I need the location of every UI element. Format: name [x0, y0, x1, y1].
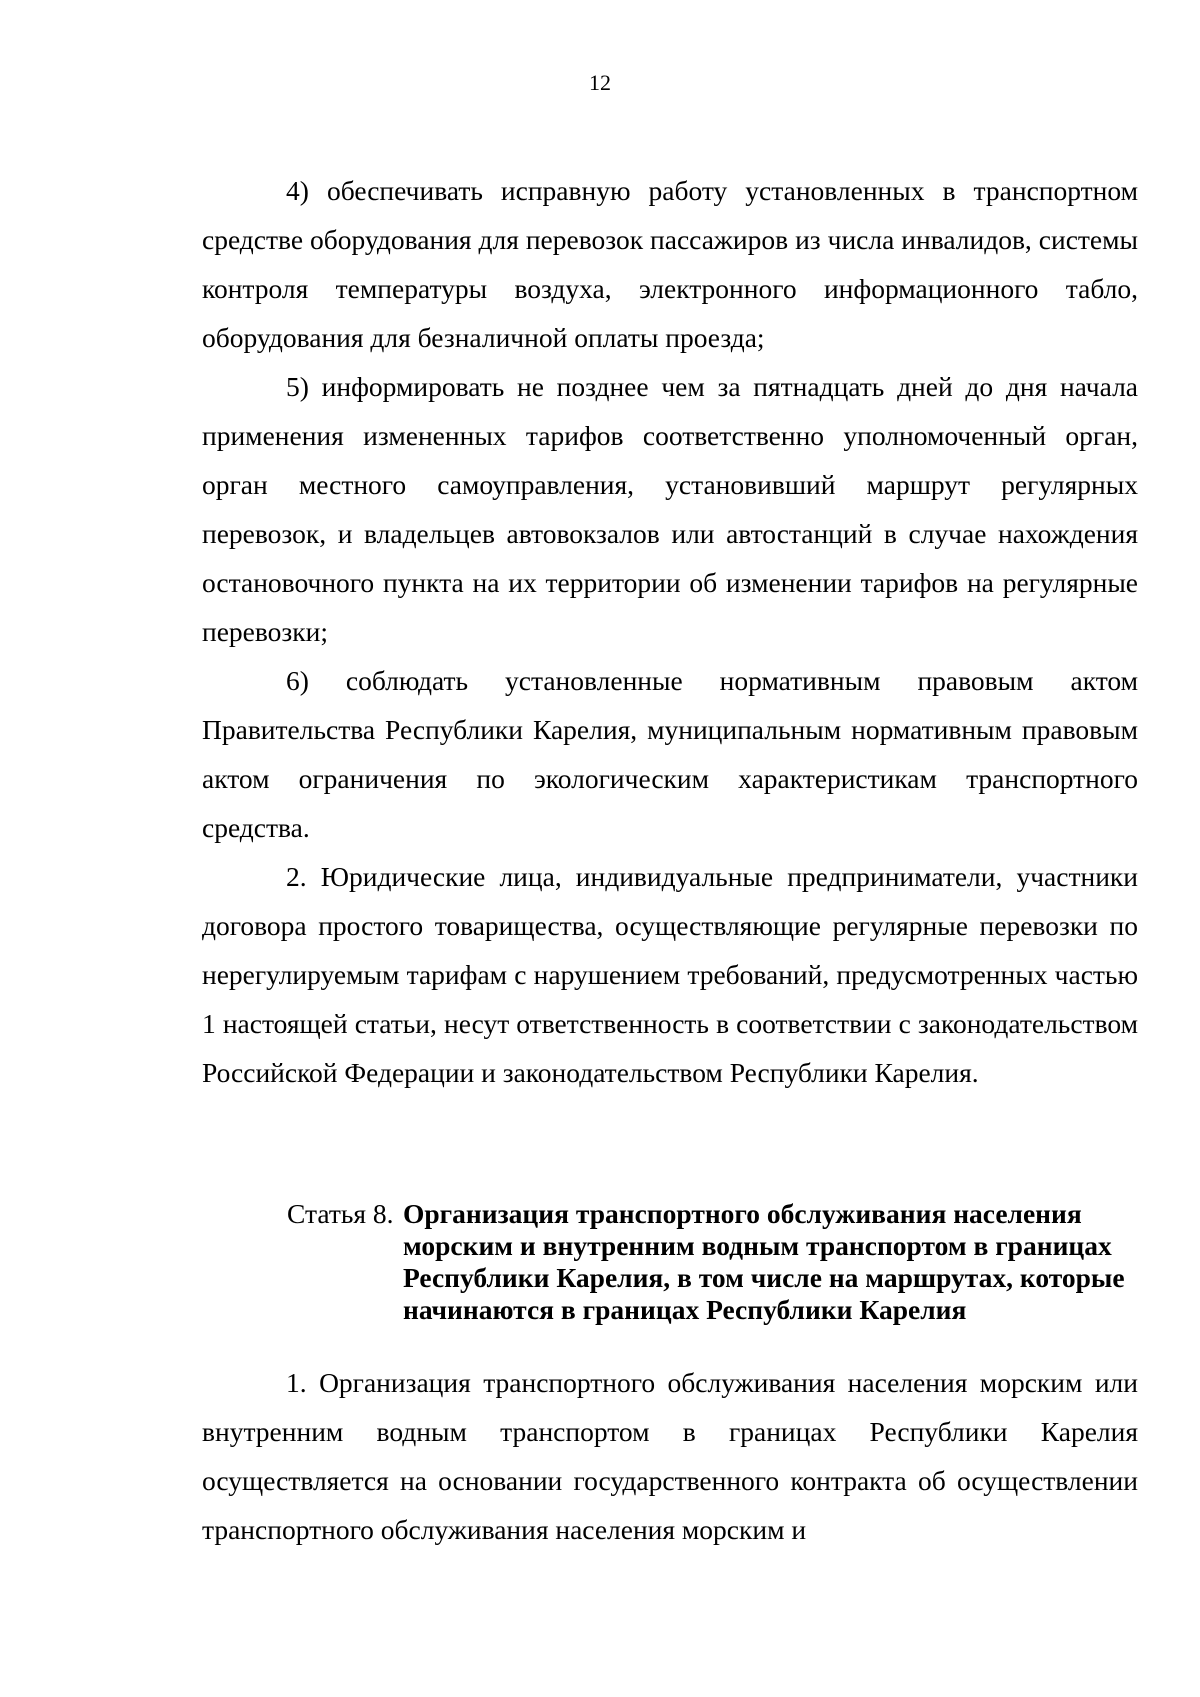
article-label: Статья 8. [287, 1198, 394, 1229]
article-title: Организация транспортного обслуживания населения морским и внутренним водным транспортом в границах Республики Карелия, в том числе на маршрутах, которые начинаются в границах Республики Карелия [403, 1198, 1125, 1325]
article-paragraph-1: 1. Организация транспортного обслуживания населения морским или внутренним водным транспортом в границах Республики Карелия осуществляется на основании государственного контракта об осуществлении транспортного обслуживания населения морским и [202, 1367, 1138, 1545]
page-number: 12 [589, 70, 611, 95]
paragraph-item-4: 4) обеспечивать исправную работу установленных в транспортном средстве оборудования для перевозок пассажиров из числа инвалидов, системы контроля температуры воздуха, электронного информационного табло, оборудования для безналичной оплаты проезда; [202, 175, 1138, 353]
paragraph-item-6: 6) соблюдать установленные нормативным правовым актом Правительства Республики Карелия, муниципальным нормативным правовым актом ограничения по экологическим характеристикам транспортного средства. [202, 665, 1138, 843]
paragraph-item-5: 5) информировать не позднее чем за пятнадцать дней до дня начала применения измененных тарифов соответственно уполномоченный орган, орган местного самоуправления, установивший маршрут регулярных перевозок, и владельцев автовокзалов или автостанций в случае нахождения остановочного пункта на их территории об изменении тарифов на регулярные перевозки; [202, 371, 1138, 647]
paragraph-part-2: 2. Юридические лица, индивидуальные предприниматели, участники договора простого товарищества, осуществляющие регулярные перевозки по нерегулируемым тарифам с нарушением требований, предусмотренных частью 1 настоящей статьи, несут ответственность в соответствии с законодательством Российской Федерации и законодательством Республики Карелия. [202, 861, 1138, 1088]
